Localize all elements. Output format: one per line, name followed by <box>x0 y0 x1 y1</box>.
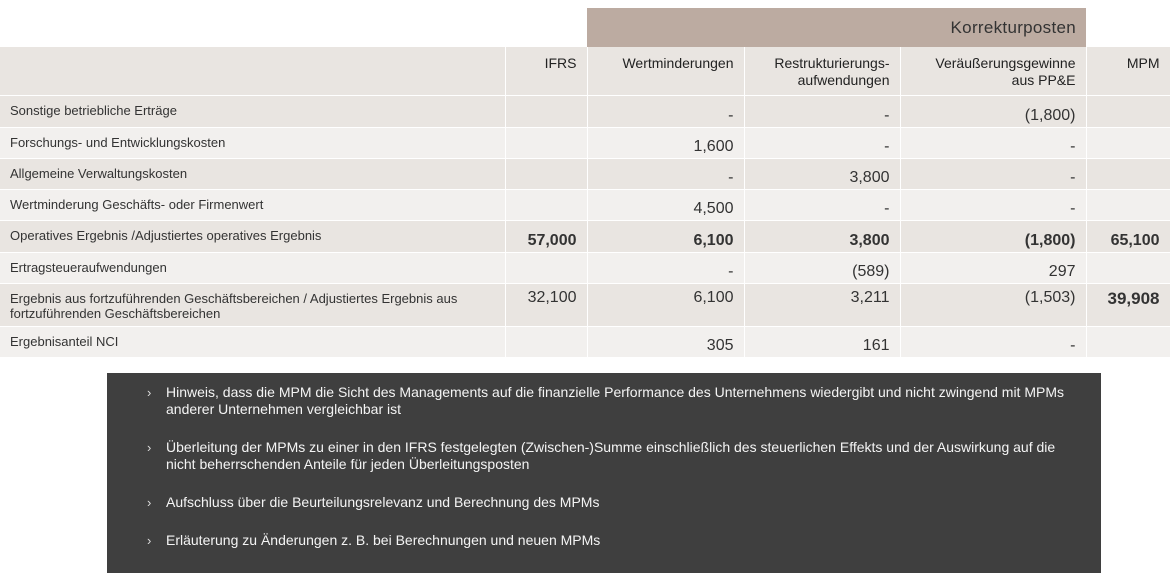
korrekturposten-header <box>587 8 1086 47</box>
row-label: Ergebnis aus fortzuführenden Geschäftsbereichen / Adjustiertes Ergebnis aus fortzuführenden Geschäftsbereichen <box>0 283 505 326</box>
table-row <box>0 283 1170 326</box>
cell-veraeusserung: (1,800) <box>900 95 1086 127</box>
cell-mpm <box>1086 95 1170 127</box>
cell-restrukturierung: (589) <box>744 252 900 283</box>
cell-mpm <box>1086 158 1170 189</box>
row-label: Sonstige betriebliche Erträge <box>0 95 505 127</box>
cell-restrukturierung: 3,211 <box>744 283 900 326</box>
table-row <box>0 95 1170 127</box>
cell-wertminderungen: 305 <box>587 326 744 357</box>
cell-restrukturierung: 3,800 <box>744 158 900 189</box>
cell-veraeusserung: - <box>900 158 1086 189</box>
cell-ifrs: 32,100 <box>505 283 587 326</box>
note-item <box>147 384 1071 418</box>
cell-ifrs: 57,000 <box>505 220 587 252</box>
cell-veraeusserung: 297 <box>900 252 1086 283</box>
table-row <box>0 189 1170 220</box>
table-row <box>0 127 1170 158</box>
cell-mpm <box>1086 189 1170 220</box>
cell-veraeusserung: - <box>900 189 1086 220</box>
notes-panel <box>107 373 1101 573</box>
note-text: Erläuterung zu Änderungen z. B. bei Berechnungen und neuen MPMs <box>166 532 601 548</box>
cell-veraeusserung: (1,503) <box>900 283 1086 326</box>
cell-wertminderungen: 6,100 <box>587 283 744 326</box>
cell-restrukturierung: 161 <box>744 326 900 357</box>
cell-ifrs <box>505 189 587 220</box>
cell-wertminderungen: - <box>587 158 744 189</box>
cell-wertminderungen: 4,500 <box>587 189 744 220</box>
note-text: Aufschluss über die Beurteilungsrelevanz und Berechnung des MPMs <box>166 494 600 510</box>
note-text: Hinweis, dass die MPM die Sicht des Managements auf die finanzielle Performance des Unternehmens wiedergibt und nicht zwingend mit MPMs anderer Unternehmen vergleichbar ist <box>166 384 1064 417</box>
cell-restrukturierung: - <box>744 95 900 127</box>
column-header-mpm: MPM <box>1086 47 1170 95</box>
cell-veraeusserung: - <box>900 326 1086 357</box>
column-header-ifrs: IFRS <box>505 47 587 95</box>
cell-restrukturierung: - <box>744 127 900 158</box>
column-header-wertminderungen: Wertminderungen <box>587 47 744 95</box>
note-item <box>147 494 1071 511</box>
table-row <box>0 252 1170 283</box>
cell-ifrs <box>505 252 587 283</box>
cell-ifrs <box>505 95 587 127</box>
cell-veraeusserung: (1,800) <box>900 220 1086 252</box>
chevron-right-icon: › <box>147 533 152 548</box>
chevron-right-icon: › <box>147 385 152 400</box>
table-header-row <box>0 47 1170 95</box>
table-row-operatives-ergebnis <box>0 220 1170 252</box>
chevron-right-icon: › <box>147 440 152 455</box>
cell-mpm <box>1086 127 1170 158</box>
cell-wertminderungen: - <box>587 252 744 283</box>
column-header-label <box>0 47 505 95</box>
column-header-veraeusserung: Veräußerungsgewinne aus PP&E <box>900 47 1086 95</box>
row-label: Ertragsteueraufwendungen <box>0 252 505 283</box>
cell-veraeusserung: - <box>900 127 1086 158</box>
cell-mpm <box>1086 252 1170 283</box>
row-label: Forschungs- und Entwicklungskosten <box>0 127 505 158</box>
cell-mpm: 65,100 <box>1086 220 1170 252</box>
note-item <box>147 439 1071 473</box>
cell-mpm <box>1086 326 1170 357</box>
korrekturposten-label: Korrekturposten <box>950 17 1076 37</box>
cell-restrukturierung: 3,800 <box>744 220 900 252</box>
cell-wertminderungen: 6,100 <box>587 220 744 252</box>
cell-wertminderungen: - <box>587 95 744 127</box>
row-label: Ergebnisanteil NCI <box>0 326 505 357</box>
table-row <box>0 158 1170 189</box>
row-label: Operatives Ergebnis /Adjustiertes operatives Ergebnis <box>0 220 505 252</box>
reconciliation-table <box>0 47 1170 358</box>
cell-ifrs <box>505 326 587 357</box>
cell-mpm: 39,908 <box>1086 283 1170 326</box>
cell-ifrs <box>505 127 587 158</box>
table-row <box>0 326 1170 357</box>
note-item <box>147 532 1071 549</box>
cell-restrukturierung: - <box>744 189 900 220</box>
row-label: Wertminderung Geschäfts- oder Firmenwert <box>0 189 505 220</box>
column-header-restrukturierung: Restrukturierungs- aufwendungen <box>744 47 900 95</box>
row-label: Allgemeine Verwaltungskosten <box>0 158 505 189</box>
note-text: Überleitung der MPMs zu einer in den IFRS festgelegten (Zwischen-)Summe einschließlich des steuerlichen Effekts und der Auswirkung auf die nicht beherrschenden Anteile für jeden Überleitungsposten <box>166 439 1056 472</box>
chevron-right-icon: › <box>147 495 152 510</box>
cell-ifrs <box>505 158 587 189</box>
cell-wertminderungen: 1,600 <box>587 127 744 158</box>
